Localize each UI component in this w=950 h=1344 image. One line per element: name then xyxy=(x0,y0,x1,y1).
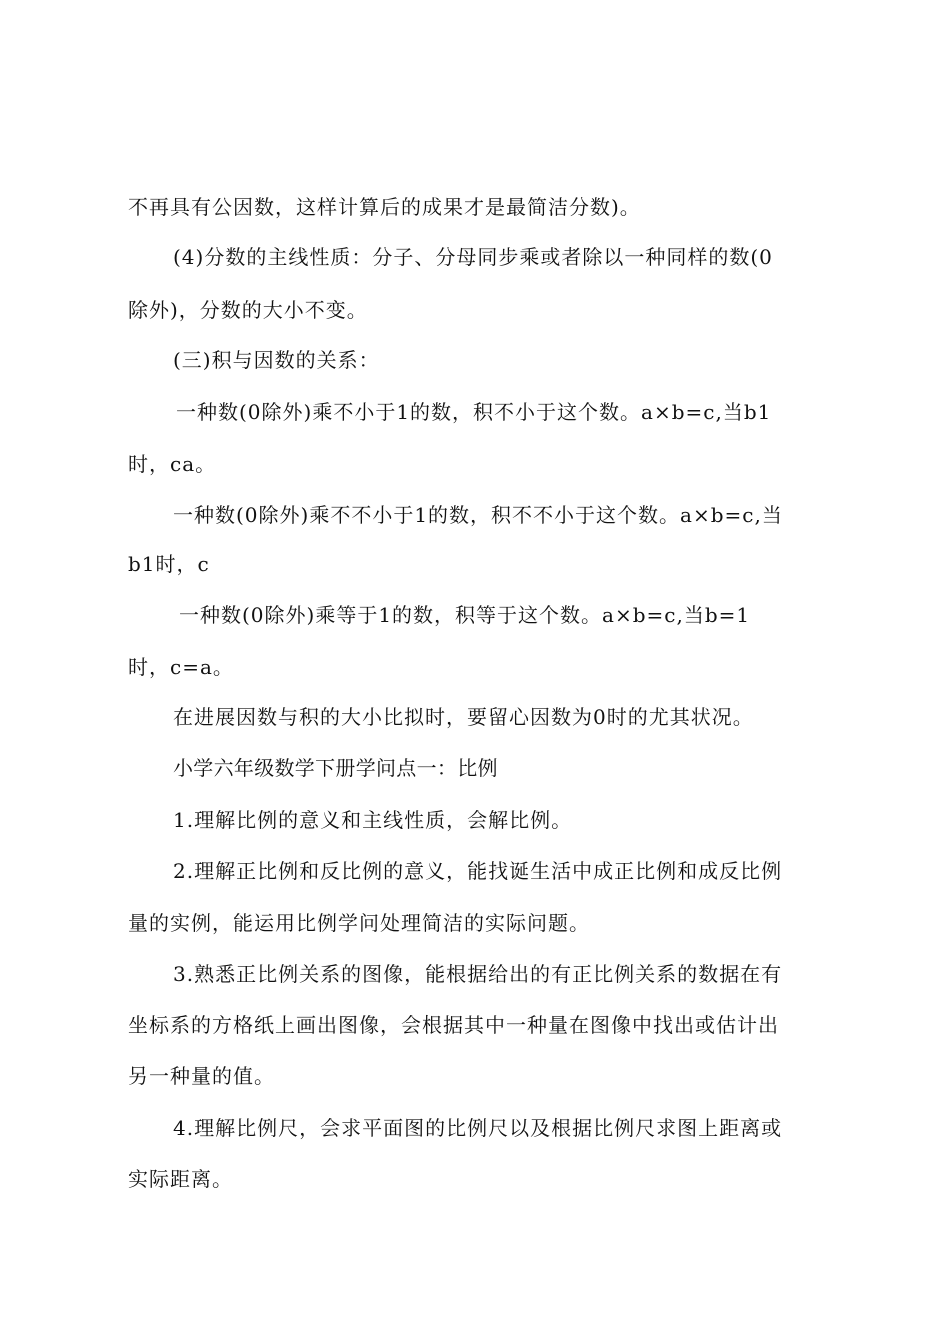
text-line: 2.理解正比例和反比例的意义，能找诞生活中成正比例和成反比例 xyxy=(173,859,783,883)
text-line: b1时，c xyxy=(128,552,210,576)
text-line: 一种数(0除外)乘不小于1的数，积不小于这个数。a×b=c,当b1 xyxy=(176,400,772,424)
text-line: 4.理解比例尺，会求平面图的比例尺以及根据比例尺求图上距离或 xyxy=(173,1116,783,1140)
text-line: 3.熟悉正比例关系的图像，能根据给出的有正比例关系的数据在有 xyxy=(173,962,783,986)
section-heading: 小学六年级数学下册学问点一：比例 xyxy=(173,756,498,780)
text-line: 一种数(0除外)乘等于1的数，积等于这个数。a×b=c,当b=1 xyxy=(179,603,751,627)
text-line: 除外)，分数的大小不变。 xyxy=(128,298,368,322)
text-line: 实际距离。 xyxy=(128,1167,233,1191)
text-line: 另一种量的值。 xyxy=(128,1064,275,1088)
text-line: 量的实例，能运用比例学问处理简洁的实际问题。 xyxy=(128,911,590,935)
text-line: 一种数(0除外)乘不不小于1的数，积不不小于这个数。a×b=c,当 xyxy=(173,503,783,527)
text-line: 时，ca。 xyxy=(128,452,217,476)
text-line: (4)分数的主线性质：分子、分母同步乘或者除以一种同样的数(0 xyxy=(173,245,773,269)
text-line: 不再具有公因数，这样计算后的成果才是最简洁分数)。 xyxy=(128,195,641,219)
text-line: (三)积与因数的关系： xyxy=(173,348,380,372)
text-line: 1.理解比例的意义和主线性质，会解比例。 xyxy=(173,808,573,832)
text-line: 坐标系的方格纸上画出图像，会根据其中一种量在图像中找出或估计出 xyxy=(128,1013,779,1037)
text-line: 时，c=a。 xyxy=(128,655,234,679)
text-line: 在进展因数与积的大小比拟时，要留心因数为0时的尤其状况。 xyxy=(173,705,754,729)
